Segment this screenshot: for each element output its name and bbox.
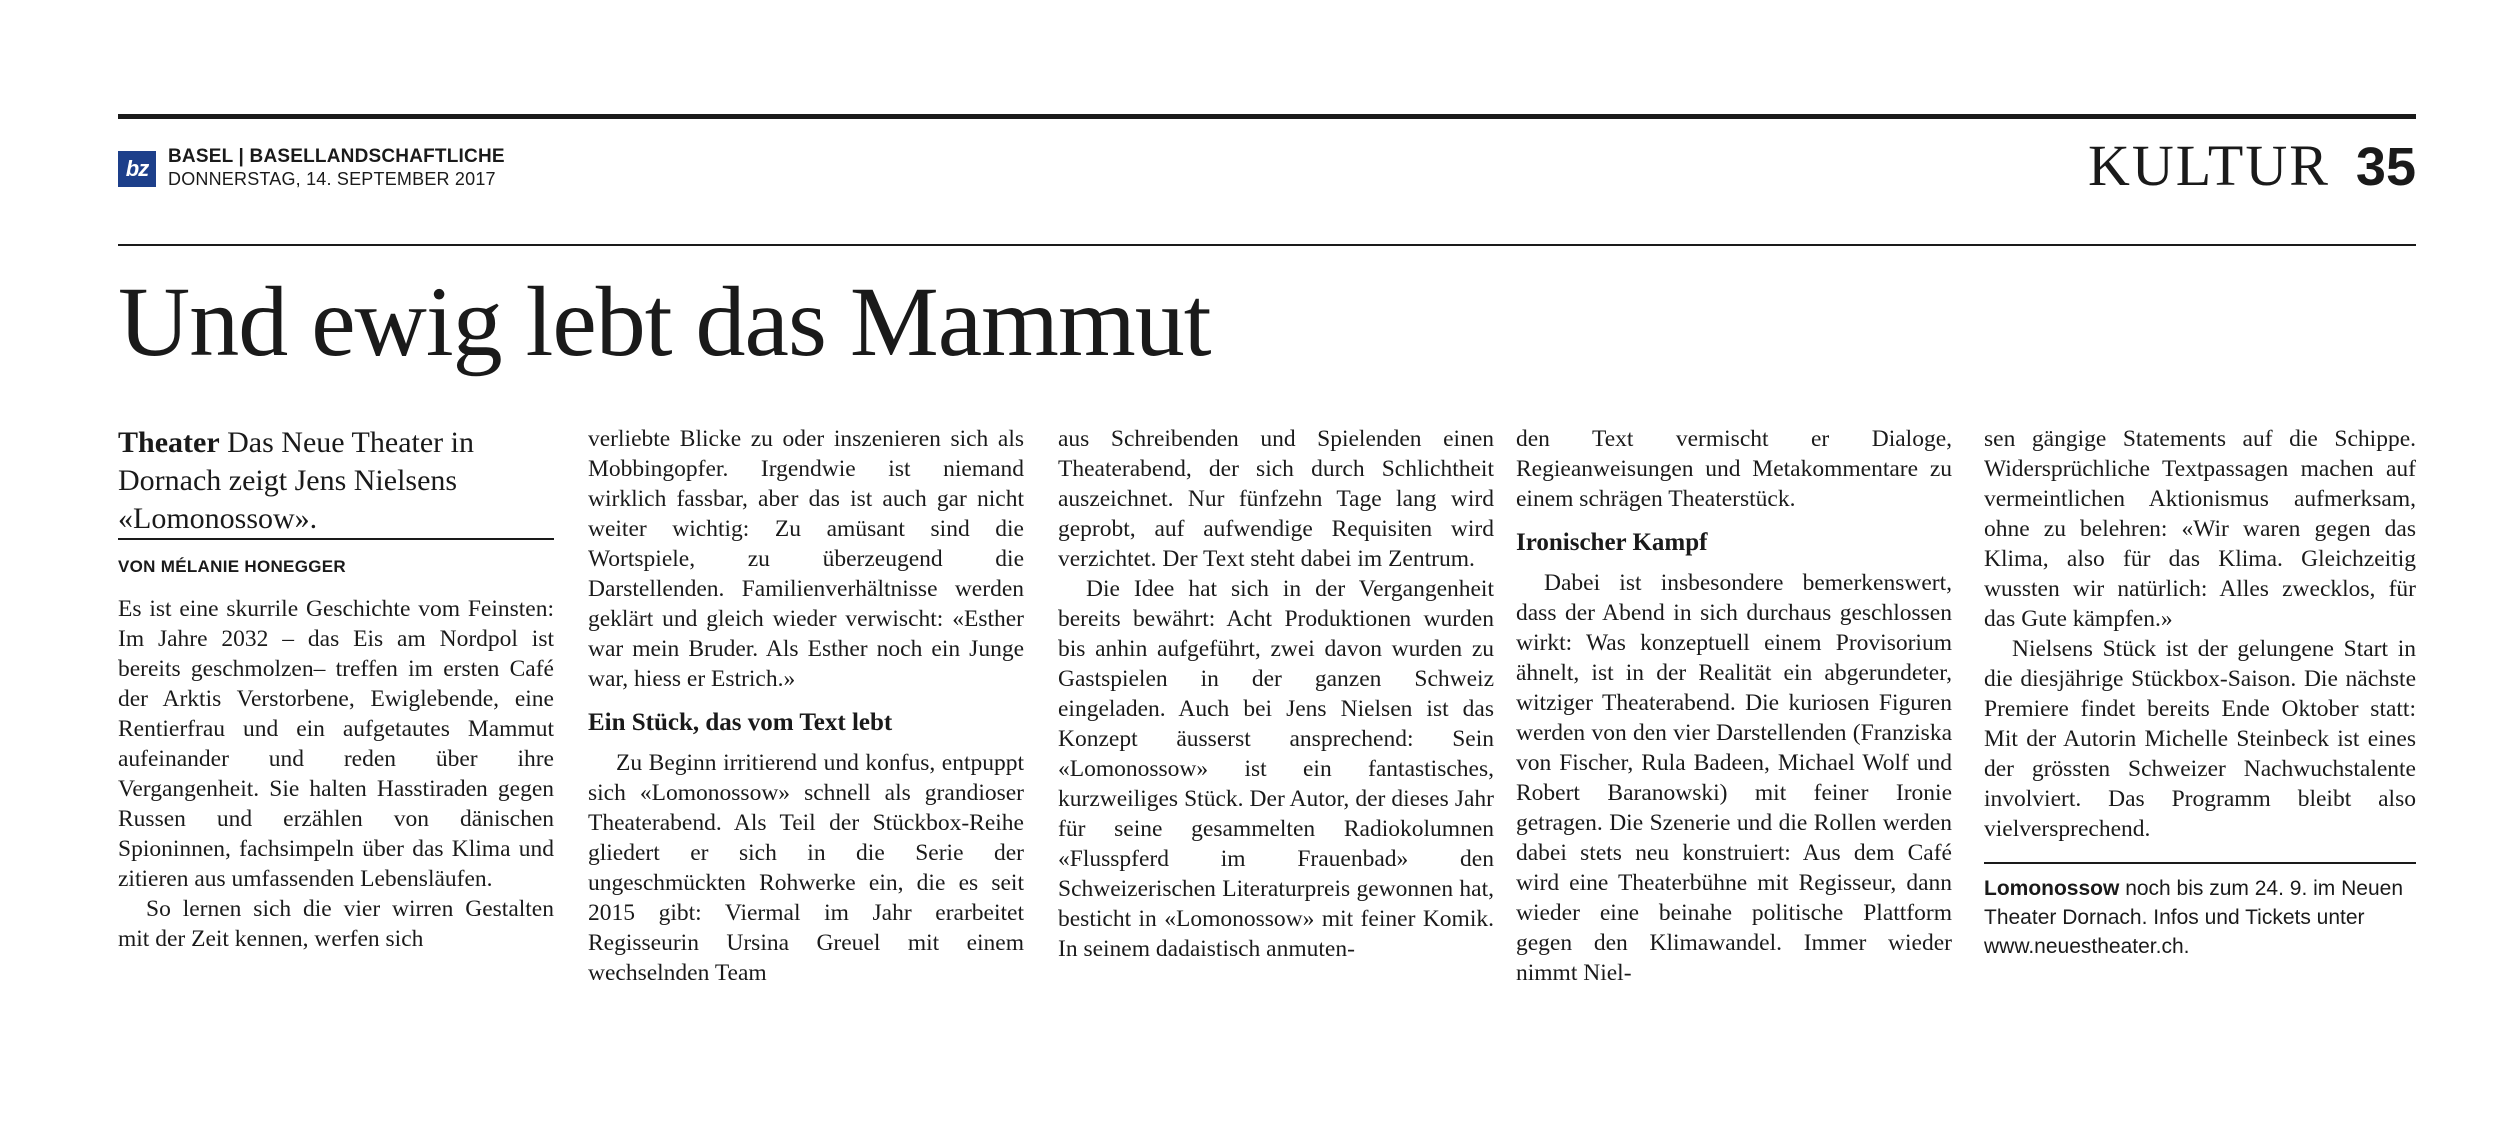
lead <box>118 424 554 538</box>
subheading: Ein Stück, das vom Text lebt <box>588 709 893 736</box>
masthead <box>168 146 505 190</box>
paragraph: Zu Beginn irritierend und konfus, entpuppt sich «Lomonossow» schnell als grandioser Theaterabend. Als Teil der Stückbox-Reihe gliedert er sich in die Serie der ungeschmückten Rohwerke ein, die es seit 2015 gibt: Viermal im Jahr erarbeitet Regisseurin Ursina Greuel mit einem wechselnden Team <box>588 750 1024 986</box>
top-rule <box>118 114 2416 119</box>
column-4 <box>1516 424 1952 988</box>
lead-text: Das Neue Theater in Dornach zeigt Jens Nielsens «Lomonossow». <box>118 426 474 535</box>
lead-label: Theater <box>118 426 220 459</box>
paragraph: Nielsens Stück ist der gelungene Start in die diesjährige Stückbox-Saison. Die nächste Premiere findet bereits Ende Oktober statt: Mit der Autorin Michelle Steinbeck ist eines der grössten Schweizer Nachwuchstalente involviert. Das Programm bleibt also vielversprechend. <box>1984 636 2416 842</box>
section-header <box>2088 132 2416 202</box>
column-5 <box>1984 424 2416 961</box>
paragraph: den Text vermischt er Dialoge, Regieanweisungen und Metakommentare zu einem schrägen Theaterstück. <box>1516 426 1952 512</box>
paragraph: aus Schreibenden und Spielenden einen Theaterabend, der sich durch Schlichtheit auszeichnet. Nur fünfzehn Tage lang wird geprobt, auf aufwendige Requisiten wird verzichtet. Der Text steht dabei im Zentrum. <box>1058 426 1494 572</box>
header-rule <box>118 244 2416 246</box>
masthead-date: DONNERSTAG, 14. SEPTEMBER 2017 <box>168 169 496 189</box>
column-1 <box>118 424 554 954</box>
info-box-text: noch bis zum 24. 9. im Neuen Theater Dornach. Infos und Tickets unter www.neuestheater.ch. <box>1984 877 2403 958</box>
paragraph: So lernen sich die vier wirren Gestalten mit der Zeit kennen, werfen sich <box>118 896 554 952</box>
subheading: Ironischer Kampf <box>1516 529 1708 556</box>
byline: VON MÉLANIE HONEGGER <box>118 538 554 578</box>
column-2 <box>588 424 1024 988</box>
section-name: KULTUR <box>2088 133 2330 198</box>
paragraph: Dabei ist insbesondere bemerkenswert, dass der Abend in sich durchaus geschlossen wirkt: Was konzeptuell einem Provisorium ähnelt, ist in der Realität ein abgerundeter, witziger Theaterabend. Die kuriosen Figuren werden von den vier Darstellenden (Franziska von Fischer, Rula Badeen, Michael Wolf und Robert Baranowski) mit feiner Ironie getragen. Die Szenerie und die Rollen werden dabei stets neu konstruiert: Aus dem Café wird eine Theaterbühne mit Regisseur, dann wieder eine beinahe politische Plattform gegen den Klimawandel. Immer wieder nimmt Niel- <box>1516 570 1952 986</box>
paragraph: sen gängige Statements auf die Schippe. Widersprüchliche Textpassagen machen auf vermeintlichen Aktionismus aufmerksam, ohne zu belehren: «Wir waren gegen das Klima, also für das Klima. Gleichzeitig wussten wir natürlich: Alles zwecklos, für das Gute kämpfen.» <box>1984 426 2416 632</box>
headline: Und ewig lebt das Mammut <box>118 266 1211 377</box>
paragraph: Es ist eine skurrile Geschichte vom Feinsten: Im Jahre 2032 – das Eis am Nordpol ist bereits geschmolzen– treffen im ersten Café der Arktis Verstorbene, Ewiglebende, eine Rentierfrau und ein aufgetautes Mammut aufeinander und reden über ihre Vergangenheit. Sie halten Hasstiraden gegen Russen und erzählen von dänischen Spioninnen, fachsimpeln über das Klima und zitieren aus umfassenden Lebensläufen. <box>118 596 554 892</box>
paragraph: verliebte Blicke zu oder inszenieren sich als Mobbingopfer. Irgendwie ist niemand wirklich fassbar, aber das ist auch gar nicht weiter wichtig: Zu amüsant sind die Wortspiele, zu überzeugend die Darstellenden. Familienverhältnisse werden geklärt und gleich wieder verwischt: «Esther war mein Bruder. Als Esther noch ein Junge war, hiess er Estrich.» <box>588 426 1024 692</box>
info-box-title: Lomonossow <box>1984 877 2120 900</box>
info-box <box>1984 862 2416 961</box>
paragraph: Die Idee hat sich in der Vergangenheit bereits bewährt: Acht Produktionen wurden bis anhin aufgeführt, zwei davon wurden zu Gastspielen in der ganzen Schweiz eingeladen. Auch bei Jens Nielsen ist das Konzept äusserst ansprechend: Sein «Lomonossow» ist ein fantastisches, kurzweiliges Stück. Der Autor, der dieses Jahr für seine gesammelten Radiokolumnen «Flusspferd im Frauenbad» den Schweizerischen Literaturpreis gewonnen hat, besticht in «Lomonossow» mit feiner Komik. In seinem dadaistisch anmuten- <box>1058 576 1494 962</box>
bz-logo: bz <box>118 151 156 187</box>
masthead-edition: BASEL | BASELLANDSCHAFTLICHE <box>168 146 505 167</box>
column-3 <box>1058 424 1494 964</box>
page-number: 35 <box>2355 137 2416 197</box>
